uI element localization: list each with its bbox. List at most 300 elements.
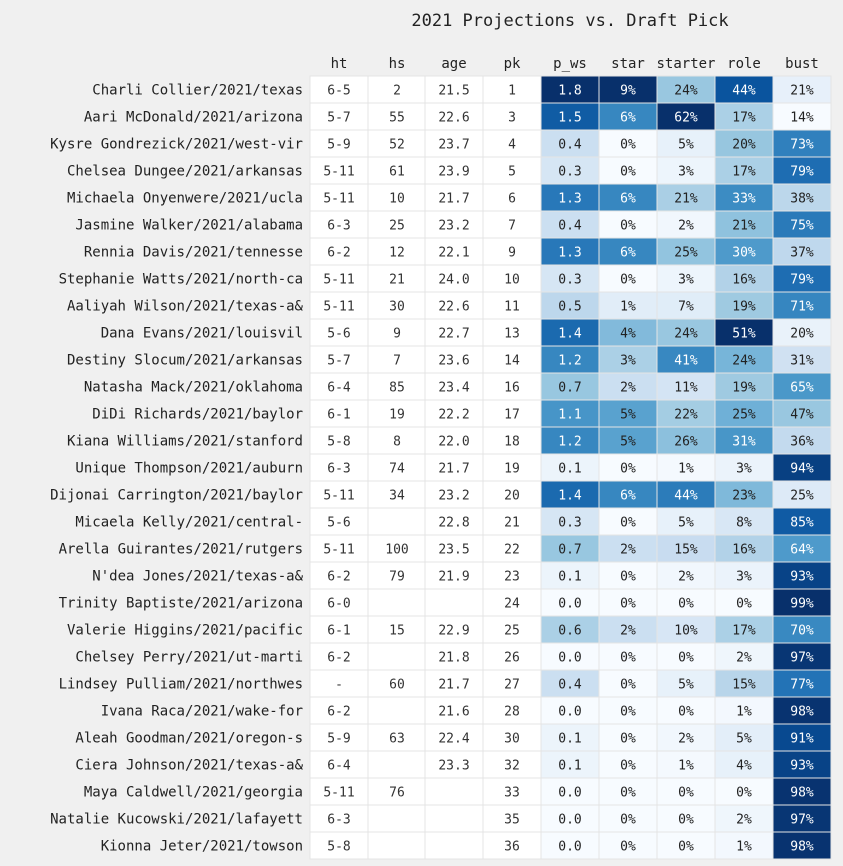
cell-value-age: 23.4	[438, 380, 470, 396]
cell-value-star: 0%	[620, 758, 636, 774]
cell-value-bust: 47%	[790, 407, 814, 423]
cell-value-starter: 2%	[678, 569, 694, 585]
cell-value-pk: 4	[508, 137, 516, 153]
cell-value-role: 16%	[732, 542, 756, 558]
cell-value-pk: 1	[508, 83, 516, 99]
cell-value-pk: 36	[504, 839, 520, 855]
cell-value-ht: 6-2	[327, 245, 351, 261]
cell-value-hs: 15	[389, 623, 405, 639]
row-label: Aari McDonald/2021/arizona	[83, 109, 303, 126]
cell-value-starter: 24%	[674, 83, 698, 99]
cell-value-role: 4%	[736, 758, 752, 774]
cell-value-star: 2%	[620, 380, 636, 396]
cell-value-role: 17%	[732, 164, 756, 180]
cell-value-starter: 0%	[678, 812, 694, 828]
cell-value-starter: 0%	[678, 839, 694, 855]
cell-value-hs: 12	[389, 245, 405, 261]
cell-value-role: 51%	[732, 326, 756, 342]
cell-value-age: 22.2	[438, 407, 470, 423]
cell-value-role: 1%	[736, 839, 752, 855]
row-label: Michaela Onyenwere/2021/ucla	[66, 190, 303, 207]
cell-value-ht: 5-11	[323, 191, 355, 207]
cell-value-hs: 30	[389, 299, 405, 315]
cell-value-role: 8%	[736, 515, 752, 531]
cell-value-star: 6%	[620, 191, 636, 207]
cell-value-ht: -	[335, 677, 343, 693]
cell-value-role: 15%	[732, 677, 756, 693]
table-cell-hs	[368, 643, 426, 670]
cell-value-p-ws: 1.2	[558, 434, 582, 450]
cell-value-ht: 6-3	[327, 812, 351, 828]
cell-value-pk: 33	[504, 785, 520, 801]
cell-value-starter: 7%	[678, 299, 694, 315]
cell-value-pk: 30	[504, 731, 520, 747]
cell-value-bust: 79%	[790, 272, 814, 288]
cell-value-hs: 60	[389, 677, 405, 693]
cell-value-age: 21.6	[438, 704, 470, 720]
cell-value-pk: 7	[508, 218, 516, 234]
cell-value-hs: 19	[389, 407, 405, 423]
table-cell-hs	[368, 508, 426, 535]
cell-value-age: 23.9	[438, 164, 470, 180]
row-label: Jasmine Walker/2021/alabama	[75, 217, 303, 234]
cell-value-p-ws: 1.5	[558, 110, 582, 126]
cell-value-ht: 5-11	[323, 785, 355, 801]
cell-value-ht: 6-0	[327, 596, 351, 612]
cell-value-starter: 21%	[674, 191, 698, 207]
row-label: Kiana Williams/2021/stanford	[66, 433, 303, 450]
cell-value-age: 22.9	[438, 623, 470, 639]
cell-value-star: 5%	[620, 407, 636, 423]
cell-value-star: 0%	[620, 569, 636, 585]
cell-value-role: 0%	[736, 785, 752, 801]
row-label: Dijonai Carrington/2021/baylor	[50, 487, 303, 504]
cell-value-star: 0%	[620, 731, 636, 747]
cell-value-pk: 32	[504, 758, 520, 774]
cell-value-p-ws: 0.4	[558, 677, 582, 693]
cell-value-role: 23%	[732, 488, 756, 504]
cell-value-age: 21.7	[438, 677, 470, 693]
cell-value-p-ws: 0.3	[558, 164, 582, 180]
cell-value-pk: 6	[508, 191, 516, 207]
cell-value-ht: 6-3	[327, 461, 351, 477]
cell-value-pk: 5	[508, 164, 516, 180]
cell-value-role: 19%	[732, 299, 756, 315]
column-header-role: role	[727, 56, 761, 72]
row-label: Destiny Slocum/2021/arkansas	[66, 352, 303, 369]
cell-value-star: 6%	[620, 110, 636, 126]
row-label: Dana Evans/2021/louisvil	[100, 325, 303, 342]
cell-value-role: 3%	[736, 569, 752, 585]
cell-value-starter: 5%	[678, 677, 694, 693]
cell-value-p-ws: 1.3	[558, 191, 582, 207]
cell-value-bust: 31%	[790, 353, 814, 369]
cell-value-p-ws: 0.4	[558, 218, 582, 234]
cell-value-ht: 6-3	[327, 218, 351, 234]
cell-value-starter: 1%	[678, 758, 694, 774]
cell-value-bust: 98%	[790, 785, 814, 801]
cell-value-role: 21%	[732, 218, 756, 234]
table-cell-age	[425, 805, 483, 832]
cell-value-star: 0%	[620, 785, 636, 801]
table-cell-hs	[368, 832, 426, 859]
cell-value-pk: 25	[504, 623, 520, 639]
cell-value-pk: 24	[504, 596, 520, 612]
cell-value-ht: 5-7	[327, 110, 351, 126]
cell-value-ht: 6-5	[327, 83, 351, 99]
cell-value-p-ws: 1.1	[558, 407, 582, 423]
cell-value-role: 1%	[736, 704, 752, 720]
row-label: Maya Caldwell/2021/georgia	[83, 784, 303, 801]
cell-value-ht: 6-1	[327, 407, 351, 423]
cell-value-starter: 44%	[674, 488, 698, 504]
cell-value-starter: 10%	[674, 623, 698, 639]
cell-value-starter: 26%	[674, 434, 698, 450]
cell-value-p-ws: 0.0	[558, 839, 582, 855]
cell-value-p-ws: 0.0	[558, 812, 582, 828]
cell-value-role: 44%	[732, 83, 756, 99]
cell-value-starter: 0%	[678, 596, 694, 612]
cell-value-hs: 2	[393, 83, 401, 99]
cell-value-p-ws: 1.4	[558, 326, 582, 342]
cell-value-p-ws: 1.8	[558, 83, 582, 99]
cell-value-star: 6%	[620, 245, 636, 261]
row-label: Chelsea Dungee/2021/arkansas	[66, 163, 303, 180]
cell-value-ht: 5-6	[327, 515, 351, 531]
row-label: Ivana Raca/2021/wake-for	[100, 703, 303, 720]
row-label: Arella Guirantes/2021/rutgers	[58, 541, 303, 558]
cell-value-role: 16%	[732, 272, 756, 288]
cell-value-hs: 85	[389, 380, 405, 396]
cell-value-pk: 28	[504, 704, 520, 720]
cell-value-role: 19%	[732, 380, 756, 396]
cell-value-age: 22.6	[438, 110, 470, 126]
cell-value-role: 0%	[736, 596, 752, 612]
cell-value-age: 21.7	[438, 461, 470, 477]
cell-value-p-ws: 0.7	[558, 380, 582, 396]
cell-value-ht: 5-7	[327, 353, 351, 369]
row-label: DiDi Richards/2021/baylor	[92, 406, 303, 423]
row-label: Unique Thompson/2021/auburn	[75, 460, 303, 477]
cell-value-bust: 94%	[790, 461, 814, 477]
cell-value-role: 20%	[732, 137, 756, 153]
cell-value-age: 22.1	[438, 245, 470, 261]
cell-value-role: 3%	[736, 461, 752, 477]
row-label: Kysre Gondrezick/2021/west-vir	[50, 136, 303, 153]
cell-value-p-ws: 0.6	[558, 623, 582, 639]
cell-value-ht: 6-4	[327, 758, 351, 774]
cell-value-p-ws: 0.0	[558, 596, 582, 612]
cell-value-p-ws: 0.1	[558, 758, 582, 774]
cell-value-star: 0%	[620, 461, 636, 477]
row-label: Trinity Baptiste/2021/arizona	[58, 595, 303, 612]
cell-value-bust: 38%	[790, 191, 814, 207]
cell-value-hs: 10	[389, 191, 405, 207]
column-header-hs: hs	[388, 56, 406, 72]
cell-value-p-ws: 0.0	[558, 650, 582, 666]
cell-value-ht: 5-8	[327, 434, 351, 450]
cell-value-ht: 5-11	[323, 542, 355, 558]
cell-value-pk: 18	[504, 434, 520, 450]
cell-value-starter: 5%	[678, 137, 694, 153]
cell-value-p-ws: 0.5	[558, 299, 582, 315]
cell-value-bust: 25%	[790, 488, 814, 504]
cell-value-bust: 14%	[790, 110, 814, 126]
cell-value-star: 1%	[620, 299, 636, 315]
cell-value-starter: 11%	[674, 380, 698, 396]
cell-value-role: 5%	[736, 731, 752, 747]
cell-value-hs: 52	[389, 137, 405, 153]
cell-value-p-ws: 0.3	[558, 515, 582, 531]
cell-value-pk: 20	[504, 488, 520, 504]
cell-value-pk: 19	[504, 461, 520, 477]
column-header-ht: ht	[330, 56, 348, 72]
cell-value-hs: 55	[389, 110, 405, 126]
row-label: Aleah Goodman/2021/oregon-s	[75, 730, 303, 747]
cell-value-role: 31%	[732, 434, 756, 450]
cell-value-starter: 1%	[678, 461, 694, 477]
cell-value-bust: 97%	[790, 650, 814, 666]
cell-value-bust: 65%	[790, 380, 814, 396]
cell-value-ht: 5-11	[323, 299, 355, 315]
cell-value-starter: 3%	[678, 272, 694, 288]
cell-value-p-ws: 0.0	[558, 704, 582, 720]
cell-value-age: 21.8	[438, 650, 470, 666]
cell-value-bust: 98%	[790, 839, 814, 855]
cell-value-pk: 22	[504, 542, 520, 558]
cell-value-starter: 41%	[674, 353, 698, 369]
cell-value-bust: 93%	[790, 758, 814, 774]
column-header-pk: pk	[503, 56, 521, 72]
cell-value-age: 23.2	[438, 218, 470, 234]
cell-value-star: 0%	[620, 596, 636, 612]
table-cell-hs	[368, 589, 426, 616]
cell-value-hs: 76	[389, 785, 405, 801]
column-header-bust: bust	[785, 56, 819, 72]
cell-value-role: 2%	[736, 812, 752, 828]
cell-value-ht: 5-9	[327, 731, 351, 747]
cell-value-role: 17%	[732, 623, 756, 639]
cell-value-hs: 79	[389, 569, 405, 585]
cell-value-star: 5%	[620, 434, 636, 450]
cell-value-star: 2%	[620, 542, 636, 558]
cell-value-ht: 6-4	[327, 380, 351, 396]
cell-value-pk: 16	[504, 380, 520, 396]
cell-value-starter: 22%	[674, 407, 698, 423]
cell-value-p-ws: 0.1	[558, 731, 582, 747]
column-header-age: age	[441, 56, 467, 72]
cell-value-starter: 15%	[674, 542, 698, 558]
column-header-p-ws: p_ws	[553, 56, 587, 72]
cell-value-role: 17%	[732, 110, 756, 126]
cell-value-star: 0%	[620, 704, 636, 720]
cell-value-hs: 8	[393, 434, 401, 450]
cell-value-starter: 0%	[678, 785, 694, 801]
row-label: Chelsey Perry/2021/ut-marti	[75, 649, 303, 666]
table-cell-age	[425, 778, 483, 805]
cell-value-pk: 14	[504, 353, 520, 369]
cell-value-starter: 0%	[678, 650, 694, 666]
cell-value-bust: 77%	[790, 677, 814, 693]
cell-value-bust: 64%	[790, 542, 814, 558]
cell-value-age: 23.3	[438, 758, 470, 774]
cell-value-star: 9%	[620, 83, 636, 99]
cell-value-p-ws: 0.0	[558, 785, 582, 801]
row-label: Aaliyah Wilson/2021/texas-a&	[66, 298, 303, 315]
cell-value-p-ws: 1.4	[558, 488, 582, 504]
row-label: Rennia Davis/2021/tennesse	[83, 244, 303, 261]
cell-value-hs: 100	[385, 542, 409, 558]
cell-value-role: 24%	[732, 353, 756, 369]
cell-value-ht: 5-6	[327, 326, 351, 342]
cell-value-hs: 74	[389, 461, 405, 477]
row-label: Lindsey Pulliam/2021/northwes	[58, 676, 303, 693]
row-label: Micaela Kelly/2021/central-	[75, 514, 303, 531]
cell-value-starter: 2%	[678, 218, 694, 234]
cell-value-ht: 5-11	[323, 488, 355, 504]
cell-value-bust: 91%	[790, 731, 814, 747]
cell-value-role: 30%	[732, 245, 756, 261]
row-label: Valerie Higgins/2021/pacific	[66, 622, 303, 639]
cell-value-pk: 27	[504, 677, 520, 693]
cell-value-star: 0%	[620, 164, 636, 180]
cell-value-ht: 6-2	[327, 704, 351, 720]
cell-value-hs: 21	[389, 272, 405, 288]
cell-value-age: 24.0	[438, 272, 470, 288]
cell-value-hs: 63	[389, 731, 405, 747]
cell-value-star: 0%	[620, 515, 636, 531]
cell-value-starter: 3%	[678, 164, 694, 180]
cell-value-age: 22.4	[438, 731, 470, 747]
cell-value-role: 25%	[732, 407, 756, 423]
cell-value-star: 0%	[620, 839, 636, 855]
cell-value-p-ws: 0.4	[558, 137, 582, 153]
cell-value-star: 0%	[620, 650, 636, 666]
cell-value-pk: 3	[508, 110, 516, 126]
cell-value-bust: 85%	[790, 515, 814, 531]
row-label: Natasha Mack/2021/oklahoma	[83, 379, 303, 396]
cell-value-star: 0%	[620, 812, 636, 828]
cell-value-bust: 79%	[790, 164, 814, 180]
cell-value-bust: 99%	[790, 596, 814, 612]
cell-value-bust: 97%	[790, 812, 814, 828]
cell-value-star: 3%	[620, 353, 636, 369]
cell-value-star: 0%	[620, 137, 636, 153]
cell-value-star: 0%	[620, 218, 636, 234]
cell-value-age: 23.2	[438, 488, 470, 504]
cell-value-age: 23.6	[438, 353, 470, 369]
cell-value-role: 33%	[732, 191, 756, 207]
table-cell-hs	[368, 805, 426, 832]
cell-value-pk: 23	[504, 569, 520, 585]
cell-value-bust: 71%	[790, 299, 814, 315]
cell-value-bust: 36%	[790, 434, 814, 450]
cell-value-starter: 2%	[678, 731, 694, 747]
column-header-starter: starter	[656, 56, 716, 72]
cell-value-p-ws: 0.7	[558, 542, 582, 558]
table-cell-hs	[368, 751, 426, 778]
cell-value-pk: 13	[504, 326, 520, 342]
cell-value-pk: 17	[504, 407, 520, 423]
cell-value-bust: 93%	[790, 569, 814, 585]
chart-title: 2021 Projections vs. Draft Pick	[411, 11, 729, 31]
cell-value-starter: 25%	[674, 245, 698, 261]
cell-value-p-ws: 0.1	[558, 569, 582, 585]
column-header-star: star	[611, 56, 645, 72]
cell-value-p-ws: 0.3	[558, 272, 582, 288]
cell-value-pk: 35	[504, 812, 520, 828]
table-cell-hs	[368, 697, 426, 724]
cell-value-role: 2%	[736, 650, 752, 666]
cell-value-age: 23.5	[438, 542, 470, 558]
row-label: Kionna Jeter/2021/towson	[100, 838, 303, 855]
cell-value-pk: 21	[504, 515, 520, 531]
row-label: Stephanie Watts/2021/north-ca	[58, 271, 303, 288]
row-label: Ciera Johnson/2021/texas-a&	[75, 757, 303, 774]
table-cell-age	[425, 832, 483, 859]
cell-value-ht: 5-11	[323, 164, 355, 180]
cell-value-starter: 24%	[674, 326, 698, 342]
cell-value-p-ws: 0.1	[558, 461, 582, 477]
cell-value-bust: 98%	[790, 704, 814, 720]
cell-value-ht: 6-2	[327, 650, 351, 666]
cell-value-pk: 11	[504, 299, 520, 315]
cell-value-ht: 5-8	[327, 839, 351, 855]
cell-value-starter: 0%	[678, 704, 694, 720]
cell-value-star: 4%	[620, 326, 636, 342]
cell-value-star: 2%	[620, 623, 636, 639]
cell-value-age: 23.7	[438, 137, 470, 153]
cell-value-age: 21.9	[438, 569, 470, 585]
cell-value-ht: 6-1	[327, 623, 351, 639]
cell-value-pk: 9	[508, 245, 516, 261]
cell-value-ht: 5-9	[327, 137, 351, 153]
cell-value-hs: 61	[389, 164, 405, 180]
cell-value-bust: 73%	[790, 137, 814, 153]
cell-value-starter: 5%	[678, 515, 694, 531]
cell-value-starter: 62%	[674, 110, 698, 126]
cell-value-p-ws: 1.3	[558, 245, 582, 261]
cell-value-age: 22.8	[438, 515, 470, 531]
cell-value-star: 0%	[620, 272, 636, 288]
cell-value-hs: 7	[393, 353, 401, 369]
cell-value-bust: 37%	[790, 245, 814, 261]
cell-value-hs: 9	[393, 326, 401, 342]
row-label: Charli Collier/2021/texas	[92, 82, 303, 99]
cell-value-bust: 75%	[790, 218, 814, 234]
row-label: Natalie Kucowski/2021/lafayett	[50, 811, 303, 828]
cell-value-ht: 6-2	[327, 569, 351, 585]
cell-value-bust: 21%	[790, 83, 814, 99]
cell-value-bust: 20%	[790, 326, 814, 342]
cell-value-age: 22.0	[438, 434, 470, 450]
cell-value-ht: 5-11	[323, 272, 355, 288]
cell-value-star: 0%	[620, 677, 636, 693]
cell-value-star: 6%	[620, 488, 636, 504]
cell-value-age: 22.6	[438, 299, 470, 315]
cell-value-age: 21.7	[438, 191, 470, 207]
cell-value-p-ws: 1.2	[558, 353, 582, 369]
cell-value-pk: 26	[504, 650, 520, 666]
table-cell-age	[425, 589, 483, 616]
cell-value-hs: 25	[389, 218, 405, 234]
cell-value-age: 22.7	[438, 326, 470, 342]
cell-value-bust: 70%	[790, 623, 814, 639]
cell-value-pk: 10	[504, 272, 520, 288]
row-label: N'dea Jones/2021/texas-a&	[92, 568, 303, 585]
cell-value-age: 21.5	[438, 83, 470, 99]
cell-value-hs: 34	[389, 488, 405, 504]
